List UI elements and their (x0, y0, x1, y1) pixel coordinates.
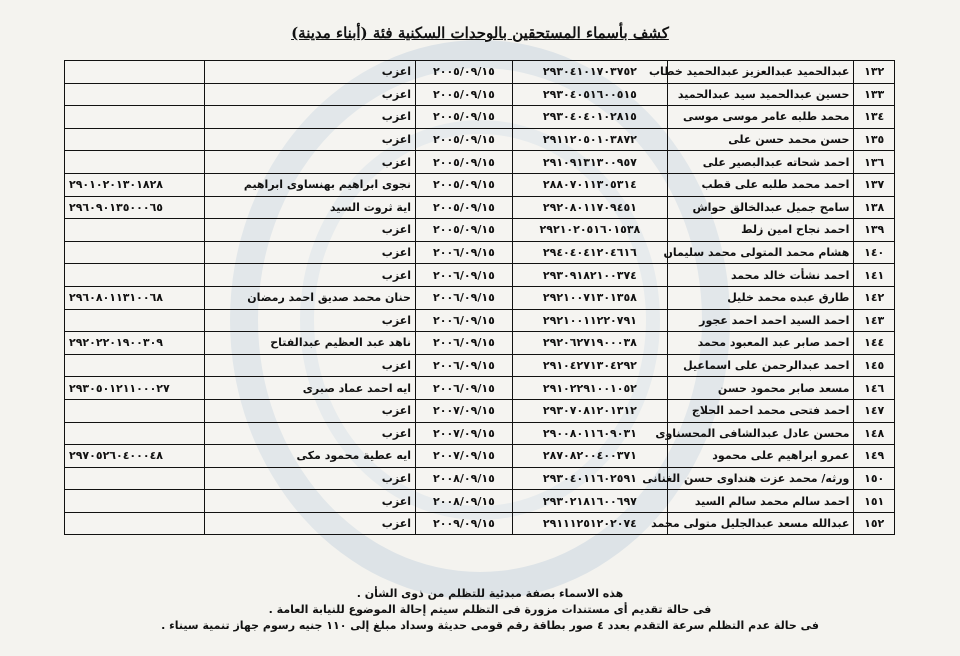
national-id: ٢٩٢١٠٠٧١٣٠١٣٥٨ (512, 286, 667, 309)
table-row (65, 354, 895, 377)
row-number: ١٤٨ (854, 422, 895, 445)
row-number: ١٤٦ (854, 377, 895, 400)
marital-status: اية ثروت السيد (204, 196, 415, 219)
date-cell: ٢٠٠٧/٠٩/١٥ (415, 445, 512, 468)
national-id: ٢٩٢١٠٢٠٥١٦٠١٥٣٨ (512, 219, 667, 242)
national-id: ٢٩٤٠٤٠٤١٢٠٤٦١٦ (512, 241, 667, 264)
date-cell: ٢٠٠٧/٠٩/١٥ (415, 422, 512, 445)
date-cell: ٢٠٠٥/٠٩/١٥ (415, 151, 512, 174)
applicant-name: احمد سالم محمد سالم السيد (667, 490, 853, 513)
date-cell: ٢٠٠٩/٠٩/١٥ (415, 512, 512, 535)
marital-status: اعزب (204, 106, 415, 129)
applicant-name: هشام محمد المتولى محمد سليمان (667, 241, 853, 264)
national-id: ٢٩١١٢٠٥٠١٠٣٨٧٢ (512, 128, 667, 151)
national-id: ٢٩١٠٤٢٧١٣٠٤٢٩٢ (512, 354, 667, 377)
marital-status: ناهد عبد العظيم عبدالفتاح (204, 332, 415, 355)
spouse-national-id: ٢٩٠١٠٢٠١٣٠١٨٢٨ (65, 173, 205, 196)
national-id: ٢٩٠٠٨٠١١٦٠٩٠٣١ (512, 422, 667, 445)
spouse-national-id (65, 241, 205, 264)
applicant-name: احمد عبدالرحمن على اسماعيل (667, 354, 853, 377)
table-row (65, 151, 895, 174)
table-row (65, 467, 895, 490)
applicant-name: ورثه/ محمد عزت هنداوى حسن الغنانى (667, 467, 853, 490)
date-cell: ٢٠٠٦/٠٩/١٥ (415, 264, 512, 287)
beneficiaries-table (64, 60, 895, 535)
national-id: ٢٩١٠٢٢٩١٠٠١٠٥٢ (512, 377, 667, 400)
applicant-name: محمد طلبه عامر موسى موسى (667, 106, 853, 129)
spouse-national-id (65, 512, 205, 535)
marital-status: اعزب (204, 399, 415, 422)
page-title: كشف بأسماء المستحقين بالوحدات السكنية فئة (أبناء مدينة) (291, 24, 669, 42)
table-row (65, 83, 895, 106)
table-row (65, 241, 895, 264)
marital-status: ايه احمد عماد صبرى (204, 377, 415, 400)
applicant-name: احمد السيد احمد احمد عجور (667, 309, 853, 332)
date-cell: ٢٠٠٦/٠٩/١٥ (415, 241, 512, 264)
applicant-name: محسن عادل عبدالشافى المحسناوى (667, 422, 853, 445)
spouse-national-id: ٢٩٦٠٨٠١١٣١٠٠٦٨ (65, 286, 205, 309)
marital-status: اعزب (204, 490, 415, 513)
table-row (65, 399, 895, 422)
applicant-name: عبدالله مسعد عبدالجليل متولى محمد (667, 512, 853, 535)
row-number: ١٥٢ (854, 512, 895, 535)
date-cell: ٢٠٠٥/٠٩/١٥ (415, 173, 512, 196)
spouse-national-id: ٢٩٢٠٢٢٠١٩٠٠٣٠٩ (65, 332, 205, 355)
spouse-national-id (65, 219, 205, 242)
spouse-national-id (65, 151, 205, 174)
date-cell: ٢٠٠٦/٠٩/١٥ (415, 309, 512, 332)
spouse-national-id: ٢٩٧٠٥٢٦٠٤٠٠٠٤٨ (65, 445, 205, 468)
table-row (65, 512, 895, 535)
date-cell: ٢٠٠٦/٠٩/١٥ (415, 286, 512, 309)
marital-status: اعزب (204, 309, 415, 332)
spouse-national-id (65, 422, 205, 445)
marital-status: اعزب (204, 219, 415, 242)
applicant-name: عبدالحميد عبدالعزيز عبدالحميد خطاب (667, 61, 853, 84)
national-id: ٢٩٣٠٤٠٥١٦٠٠٥١٥ (512, 83, 667, 106)
spouse-national-id (65, 61, 205, 84)
table-row (65, 128, 895, 151)
table-row (65, 445, 895, 468)
applicant-name: احمد فتحى محمد احمد الحلاج (667, 399, 853, 422)
table-row (65, 490, 895, 513)
row-number: ١٣٣ (854, 83, 895, 106)
row-number: ١٤٩ (854, 445, 895, 468)
table-row (65, 61, 895, 84)
row-number: ١٤٠ (854, 241, 895, 264)
date-cell: ٢٠٠٥/٠٩/١٥ (415, 106, 512, 129)
note-line: فى حالة تقديم أى مستندات مزورة فى التظلم سيتم إحالة الموضوع للنيابة العامة . (268, 603, 712, 616)
national-id: ٢٩٣٠٤١٠١٧٠٣٧٥٢ (512, 61, 667, 84)
row-number: ١٤١ (854, 264, 895, 287)
marital-status: ايه عطية محمود مكى (204, 445, 415, 468)
marital-status: اعزب (204, 151, 415, 174)
applicant-name: احمد شحاته عبدالبصير على (667, 151, 853, 174)
national-id: ٢٩٣٠٤٠١١٦٠٢٥٩١ (512, 467, 667, 490)
row-number: ١٥١ (854, 490, 895, 513)
date-cell: ٢٠٠٨/٠٩/١٥ (415, 467, 512, 490)
spouse-national-id (65, 264, 205, 287)
national-id: ٢٩٢٠٦٢٧١٩٠٠٠٣٨ (512, 332, 667, 355)
national-id: ٢٩١٠٩١٣١٣٠٠٩٥٧ (512, 151, 667, 174)
national-id: ٢٩٣٠٧٠٨١٢٠١٣١٢ (512, 399, 667, 422)
spouse-national-id (65, 399, 205, 422)
date-cell: ٢٠٠٥/٠٩/١٥ (415, 83, 512, 106)
row-number: ١٤٧ (854, 399, 895, 422)
table-row (65, 196, 895, 219)
row-number: ١٣٦ (854, 151, 895, 174)
date-cell: ٢٠٠٥/٠٩/١٥ (415, 61, 512, 84)
row-number: ١٣٨ (854, 196, 895, 219)
marital-status: نجوى ابراهيم بهنساوى ابراهيم (204, 173, 415, 196)
row-number: ١٣٩ (854, 219, 895, 242)
applicant-name: حسين عبدالحميد سيد عبدالحميد (667, 83, 853, 106)
table-row (65, 219, 895, 242)
national-id: ٢٨٨٠٧٠١١٣٠٥٣١٤ (512, 173, 667, 196)
spouse-national-id (65, 490, 205, 513)
row-number: ١٣٢ (854, 61, 895, 84)
marital-status: اعزب (204, 512, 415, 535)
spouse-national-id (65, 309, 205, 332)
date-cell: ٢٠٠٥/٠٩/١٥ (415, 219, 512, 242)
marital-status: حنان محمد صديق احمد رمضان (204, 286, 415, 309)
national-id: ٢٩٣٠٤٠٤٠١٠٢٨١٥ (512, 106, 667, 129)
note-line: فى حالة عدم التظلم سرعة التقدم بعدد ٤ صور بطاقة رقم قومى حديثة وسداد مبلغ إلى ١١٠ جنيه رسوم جهاز تنمية سيناء . (161, 619, 819, 632)
applicant-name: احمد محمد طلبه على قطب (667, 173, 853, 196)
marital-status: اعزب (204, 128, 415, 151)
row-number: ١٣٧ (854, 173, 895, 196)
spouse-national-id (65, 83, 205, 106)
marital-status: اعزب (204, 241, 415, 264)
table-row (65, 286, 895, 309)
date-cell: ٢٠٠٦/٠٩/١٥ (415, 377, 512, 400)
spouse-national-id (65, 106, 205, 129)
applicant-name: طارق عبده محمد خليل (667, 286, 853, 309)
national-id: ٢٩٢٠٨٠١١٧٠٩٤٥١ (512, 196, 667, 219)
applicant-name: عمرو ابراهيم على محمود (667, 445, 853, 468)
table-row (65, 309, 895, 332)
marital-status: اعزب (204, 467, 415, 490)
row-number: ١٤٥ (854, 354, 895, 377)
row-number: ١٤٢ (854, 286, 895, 309)
national-id: ٢٩٣٠٩١٨٢١٠٠٣٧٤ (512, 264, 667, 287)
date-cell: ٢٠٠٨/٠٩/١٥ (415, 490, 512, 513)
row-number: ١٤٤ (854, 332, 895, 355)
date-cell: ٢٠٠٧/٠٩/١٥ (415, 399, 512, 422)
date-cell: ٢٠٠٥/٠٩/١٥ (415, 196, 512, 219)
spouse-national-id (65, 128, 205, 151)
date-cell: ٢٠٠٥/٠٩/١٥ (415, 128, 512, 151)
applicant-name: حسن محمد حسن على (667, 128, 853, 151)
spouse-national-id (65, 467, 205, 490)
table-row (65, 106, 895, 129)
applicant-name: احمد نشأت خالد محمد (667, 264, 853, 287)
spouse-national-id: ٢٩٦٠٩٠١٣٥٠٠٠٦٥ (65, 196, 205, 219)
applicant-name: سامح جميل عبدالخالق حواش (667, 196, 853, 219)
note-line: هذه الاسماء بصفة مبدئية للتظلم من ذوى الشأن . (356, 587, 624, 600)
marital-status: اعزب (204, 61, 415, 84)
marital-status: اعزب (204, 422, 415, 445)
marital-status: اعزب (204, 83, 415, 106)
applicant-name: مسعد صابر محمود حسن (667, 377, 853, 400)
national-id: ٢٩٣٠٢١٨١٦٠٠٦٩٧ (512, 490, 667, 513)
table-row (65, 332, 895, 355)
national-id: ٢٩١١١٢٥١٢٠٢٠٧٤ (512, 512, 667, 535)
table-row (65, 264, 895, 287)
spouse-national-id: ٢٩٣٠٥٠١٢١١٠٠٠٢٧ (65, 377, 205, 400)
table-row (65, 377, 895, 400)
date-cell: ٢٠٠٦/٠٩/١٥ (415, 354, 512, 377)
date-cell: ٢٠٠٦/٠٩/١٥ (415, 332, 512, 355)
table-row (65, 422, 895, 445)
national-id: ٢٨٧٠٨٢٠٠٤٠٠٣٧١ (512, 445, 667, 468)
row-number: ١٥٠ (854, 467, 895, 490)
marital-status: اعزب (204, 354, 415, 377)
row-number: ١٣٥ (854, 128, 895, 151)
spouse-national-id (65, 354, 205, 377)
applicant-name: احمد صابر عبد المعبود محمد (667, 332, 853, 355)
applicant-name: احمد نجاح امين زلط (667, 219, 853, 242)
row-number: ١٣٤ (854, 106, 895, 129)
notes-section (150, 586, 830, 634)
marital-status: اعزب (204, 264, 415, 287)
national-id: ٢٩٢١٠٠١١٢٢٠٧٩١ (512, 309, 667, 332)
table-row (65, 173, 895, 196)
row-number: ١٤٣ (854, 309, 895, 332)
